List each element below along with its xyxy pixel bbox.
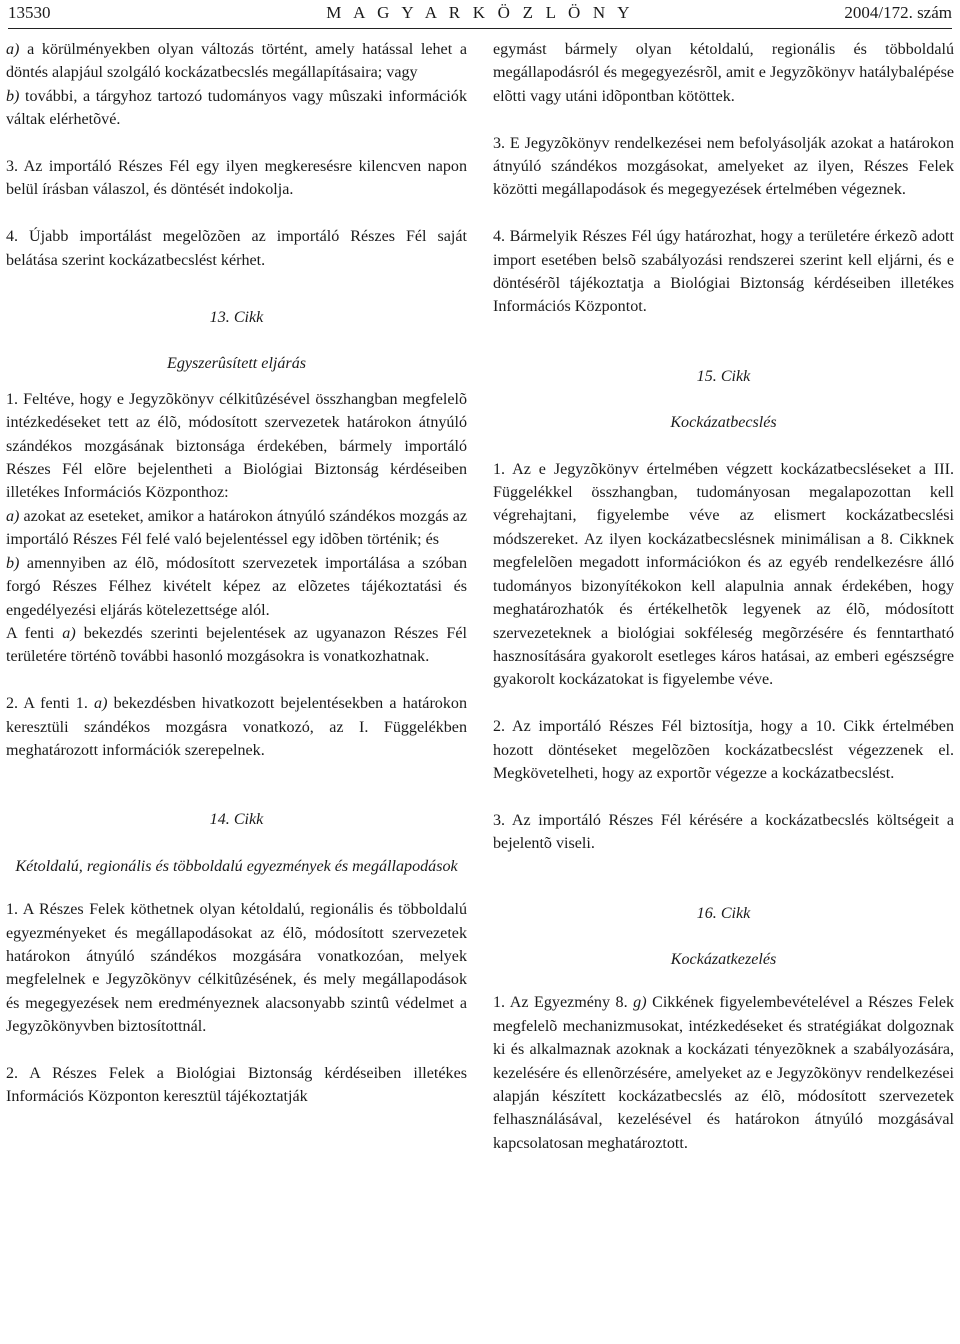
article-13-paragraph-2	[6, 692, 467, 762]
left-column	[6, 38, 467, 1109]
item-label: a)	[6, 41, 20, 58]
paragraph-b	[6, 85, 467, 132]
article-13-item-b	[6, 552, 467, 622]
item-label: b)	[6, 87, 20, 105]
article-14-number: 14. Cikk	[209, 811, 264, 829]
item-label: b)	[6, 554, 20, 572]
article-15-paragraph-1: 1. Az e Jegyzõkönyv értelmében végzett kockázatbecsléseket a III. Függelékkel összhangban, tudományosan megalapozottan kell végrehajtani, figyelembe véve az elismert kockázatbecslési módszereket. Az ilyen kockázatbecslésnek minimálisan a 8. Cikknek megfelelõen megadott információkon és az egyéb rendelkezésre álló tudományos bizonyítékokon kell alapulnia annak érdekében, hogy meghatározhatók és értékelhetõk legyenek az élõ, módosított szervezeteknek a biológiai sokféleség megõrzésére és fenntartható hasznosítására gyakorolt esetleges káros hatásai, az emberi egészségre gyakorolt kockázatokat is figyelembe véve.	[493, 460, 954, 689]
article-13-paragraph-1: 1. Feltéve, hogy e Jegyzõkönyv célkitûzésével összhangban megfelelõ intézkedéseket tett az élõ, módosított szervezetek határokon átnyúló szándékos mozgásának biztonsága érdekében, bármely importáló Részes Fél elõre bejelentheti a Biológiai Biztonság kérdéseiben illetékes Információs Központhoz:	[6, 390, 467, 502]
article-13-followup	[6, 622, 467, 669]
continued-paragraph: egymást bármely olyan kétoldalú, regionális és többoldalú megállapodásról és megegyezésrõl, amit e Jegyzõkönyv hatálybalépése elõtti vagy utáni idõpontban kötöttek.	[493, 41, 954, 105]
item-text: amennyiben az élõ, módosított szervezetek importálása a szóban forgó Részes Félhez kivételt képez az elõzetes tájékoztatási és engedélyezési eljárás kötelezettsége alól.	[6, 554, 467, 619]
paragraph-4: 4. Újabb importálást megelõzõen az importáló Részes Fél saját belátása szerint kockázatbecslést kérhet.	[6, 228, 467, 269]
article-14-paragraph-4: 4. Bármelyik Részes Fél úgy határozhat, hogy a területére érkezõ adott import esetében belsõ szabályozási rendszerei szerint kell eljárni, és e döntésérõl tájékoztatja a Biológiai Biztonság kérdéseiben illetékes Információs Központot.	[493, 228, 954, 316]
article-14-paragraph-2: 2. A Részes Felek a Biológiai Biztonság kérdéseiben illetékes Információs Központon keresztül tájékoztatják	[6, 1064, 467, 1106]
article-13-item-a	[6, 505, 467, 552]
article-13-number: 13. Cikk	[209, 309, 264, 327]
paragraph-3: 3. Az importáló Részes Fél egy ilyen megkeresésre kilencven napon belül írásban válaszol, és döntését indokolja.	[6, 158, 467, 199]
text-part: 1. Az Egyezmény 8.	[493, 994, 634, 1012]
item-text: azokat az eseteket, amikor a határokon átnyúló szándékos mozgás az importáló Részes Fél felé való bejelentéssel egy idõben történik; és	[6, 507, 467, 549]
item-label: a)	[62, 624, 76, 642]
text-part: 2. A fenti 1.	[6, 695, 95, 713]
text-part: Cikkének figyelembevételével a Részes Felek megfelelõ mechanizmusokat, intézkedéseket és stratégiákat dolgoznak ki és alkalmaznak azoknak a kockázati tényezõknek a szabályozására, kezelésére és ellenõrzésére, amelyeket az e Jegyzõkönyv rendelkezései alapján készített kockázatbecslés az élõ, módosított szervezetek felhasználásával, kezelésével és határokon átnyúló mozgásával kapcsolatosan meghatároztott.	[493, 994, 955, 1152]
item-text: további, a tárgyhoz tartozó tudományos vagy mûszaki információk váltak elérhetõvé.	[6, 87, 467, 129]
article-15-paragraph-3: 3. Az importáló Részes Fél kérésére a kockázatbecslés költségeit a bejelentõ viseli.	[493, 811, 954, 853]
article-15-title: Kockázatbecslés	[670, 414, 777, 432]
item-label: a)	[94, 695, 108, 713]
text-part: A fenti	[6, 624, 63, 642]
article-14-title: Kétoldalú, regionális és többoldalú egyezmények és megállapodások	[15, 857, 458, 875]
page-number: 13530	[8, 3, 51, 22]
article-16-number: 16. Cikk	[696, 904, 751, 922]
article-13-title: Egyszerûsített eljárás	[166, 355, 307, 373]
text-part: bekezdésben hivatkozott bejelentésekben a határokon keresztüli szándékos mozgásra vonatkozó, az I. Függelékben meghatározott információk szerepelnek.	[6, 695, 467, 759]
issue-number: 2004/172. szám	[844, 3, 952, 22]
item-text: a körülményekben olyan változás történt, amely hatással lehet a döntés alapjául szolgáló kockázatbecslés megállapításaira; vagy	[6, 41, 467, 82]
article-16-title: Kockázatkezelés	[670, 950, 777, 968]
article-14-paragraph-1: 1. A Részes Felek köthetnek olyan kétoldalú, regionális és többoldalú egyezményeket és megállapodásokat az élõ, módosított szervezetek határokon átnyúló szándékos mozgására vonatkozóan, melyek megfelelnek e Jegyzõkönyv célkitûzésének, és mely megállapodások és megegyezések nem eredményeznek alacsonyabb szintû védelmet a Jegyzõkönyvben biztosítottnál.	[6, 901, 467, 1036]
article-15-number: 15. Cikk	[696, 367, 751, 385]
article-15-paragraph-2: 2. Az importáló Részes Fél biztosítja, hogy a 10. Cikk értelmében hozott döntéseket megelõzõen kockázatbecslést végezzenek el. Megkövetelheti, hogy az exportõr végezze a kockázatbecslést.	[493, 718, 954, 782]
article-14-paragraph-3: 3. E Jegyzõkönyv rendelkezései nem befolyásolják azokat a határokon átnyúló szándékos mozgásokat, amelyeket az ilyen, Részes Felek közötti megállapodások és megegyezések értelmében végeznek.	[493, 134, 954, 199]
item-label: g)	[633, 994, 647, 1012]
item-label: a)	[6, 507, 20, 525]
article-16-paragraph-1	[493, 991, 954, 1155]
text-part: bekezdés szerinti bejelentések az ugyanazon Részes Fél területére történõ további hasonló mozgásokra is vonatkozhatnak.	[6, 624, 467, 666]
right-column	[493, 38, 954, 1155]
journal-title: M A G Y A R K Ö Z L Ö N Y	[326, 3, 634, 22]
page-header	[8, 0, 952, 29]
paragraph-a	[6, 38, 467, 85]
